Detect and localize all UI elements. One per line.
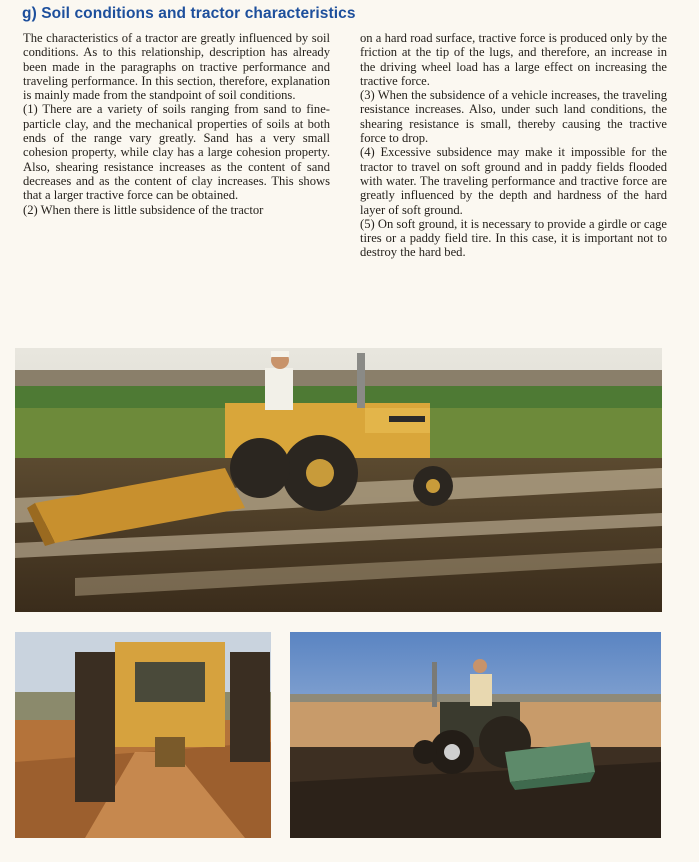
paragraph-4: (4) Excessive subsidence may make it impossible for the tractor to travel on soft ground and in paddy fields flooded with water. The traveling performance and tractive force are greatly influenced by the depth and hardness of the hard layer of soft ground. xyxy=(360,145,667,217)
text-column-right xyxy=(360,31,667,260)
paragraph-3: (3) When the subsidence of a vehicle increases, the traveling resistance increases. Also, under such land conditions, the shearing resistance is small, thereby causing the tractive force to drop. xyxy=(360,88,667,146)
section-heading: g) Soil conditions and tractor characteristics xyxy=(22,5,356,22)
photo-tractor-field-side-view xyxy=(290,632,661,838)
paragraph-5: (5) On soft ground, it is necessary to provide a girdle or cage tires or a paddy field tire. In this case, it is important not to destroy the hard bed. xyxy=(360,216,667,260)
paragraph-intro: The characteristics of a tractor are greatly influenced by soil conditions. As to this relationship, description has already been made in the paragraphs on tractive performance and traveling performance. In this section, therefore, explanation is mainly made from the standpoint of soil conditions. xyxy=(23,31,330,103)
text-column-left xyxy=(23,31,330,217)
photo-tractor-tilling-paddy xyxy=(15,348,662,612)
paragraph-1: (1) There are a variety of soils ranging from sand to fine-particle clay, and the mechanical properties of soils at both ends of the range vary greatly. Sand has a very small cohesion property, while clay has a large cohesion property. Also, shearing resistance increases as the content of sand decreases and as the content of clay increases. This shows that a larger tractive force can be obtained. xyxy=(23,102,330,203)
paragraph-2-end: on a hard road surface, tractive force is produced only by the friction at the tip of the lugs, and therefore, an increase in the driving wheel load has a large effect on increasing the tractive force. xyxy=(360,31,667,88)
paragraph-2-start: (2) When there is little subsidence of the tractor xyxy=(23,202,264,217)
photo-tractor-rear-view xyxy=(15,632,271,838)
